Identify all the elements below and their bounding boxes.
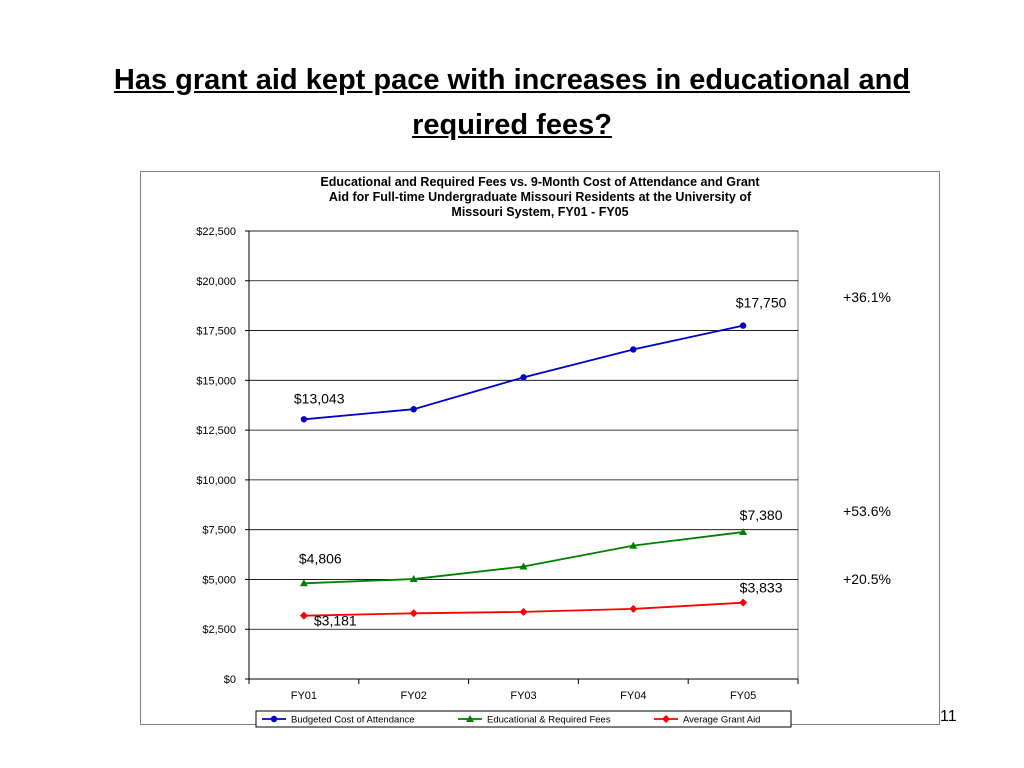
- slide-title-line-1: Has grant aid kept pace with increases in educational and: [113, 64, 911, 96]
- data-point: [271, 716, 277, 722]
- x-tick-label: FY04: [620, 690, 647, 702]
- x-tick-label: FY03: [510, 690, 537, 702]
- change-annotation: +53.6%: [843, 503, 891, 519]
- data-point: [520, 374, 526, 380]
- y-tick-label: $10,000: [196, 474, 236, 487]
- data-point: [740, 322, 746, 328]
- legend-label: Educational & Required Fees: [487, 714, 611, 726]
- data-point: [301, 416, 307, 422]
- chart-title-line-3: Missouri System, FY01 - FY05: [451, 205, 629, 219]
- y-tick-label: $0: [223, 674, 236, 686]
- page-number: 11: [940, 708, 957, 725]
- data-label-first: $3,181: [313, 612, 357, 629]
- data-label-first: $4,806: [298, 550, 342, 567]
- y-tick-label: $22,500: [196, 226, 236, 238]
- y-tick-label: $12,500: [196, 425, 236, 438]
- x-tick-label: FY05: [729, 690, 757, 702]
- y-tick-label: $20,000: [196, 275, 236, 288]
- data-label-last: $17,750: [735, 294, 787, 311]
- y-tick-label: $2,500: [202, 624, 236, 637]
- x-tick-label: FY02: [400, 690, 427, 702]
- change-annotation: +36.1%: [843, 289, 891, 305]
- chart-title-line-2: Aid for Full-time Undergraduate Missouri Residents at the University of: [328, 190, 752, 204]
- data-label-last: $7,380: [739, 507, 783, 524]
- data-point: [630, 346, 636, 352]
- y-tick-label: $15,000: [196, 375, 236, 388]
- data-label-last: $3,833: [739, 579, 783, 596]
- y-tick-label: $17,500: [196, 325, 236, 338]
- legend-label: Average Grant Aid: [683, 714, 761, 726]
- change-annotation: +20.5%: [843, 571, 891, 587]
- y-tick-label: $7,500: [202, 524, 236, 537]
- slide-title-line-2: required fees?: [412, 109, 612, 141]
- legend-label: Budgeted Cost of Attendance: [291, 714, 415, 726]
- y-tick-label: $5,000: [202, 574, 236, 587]
- data-label-first: $13,043: [293, 390, 345, 407]
- data-point: [411, 406, 417, 412]
- x-tick-label: FY01: [290, 690, 318, 702]
- chart-title-line-1: Educational and Required Fees vs. 9-Month Cost of Attendance and Grant: [320, 175, 760, 189]
